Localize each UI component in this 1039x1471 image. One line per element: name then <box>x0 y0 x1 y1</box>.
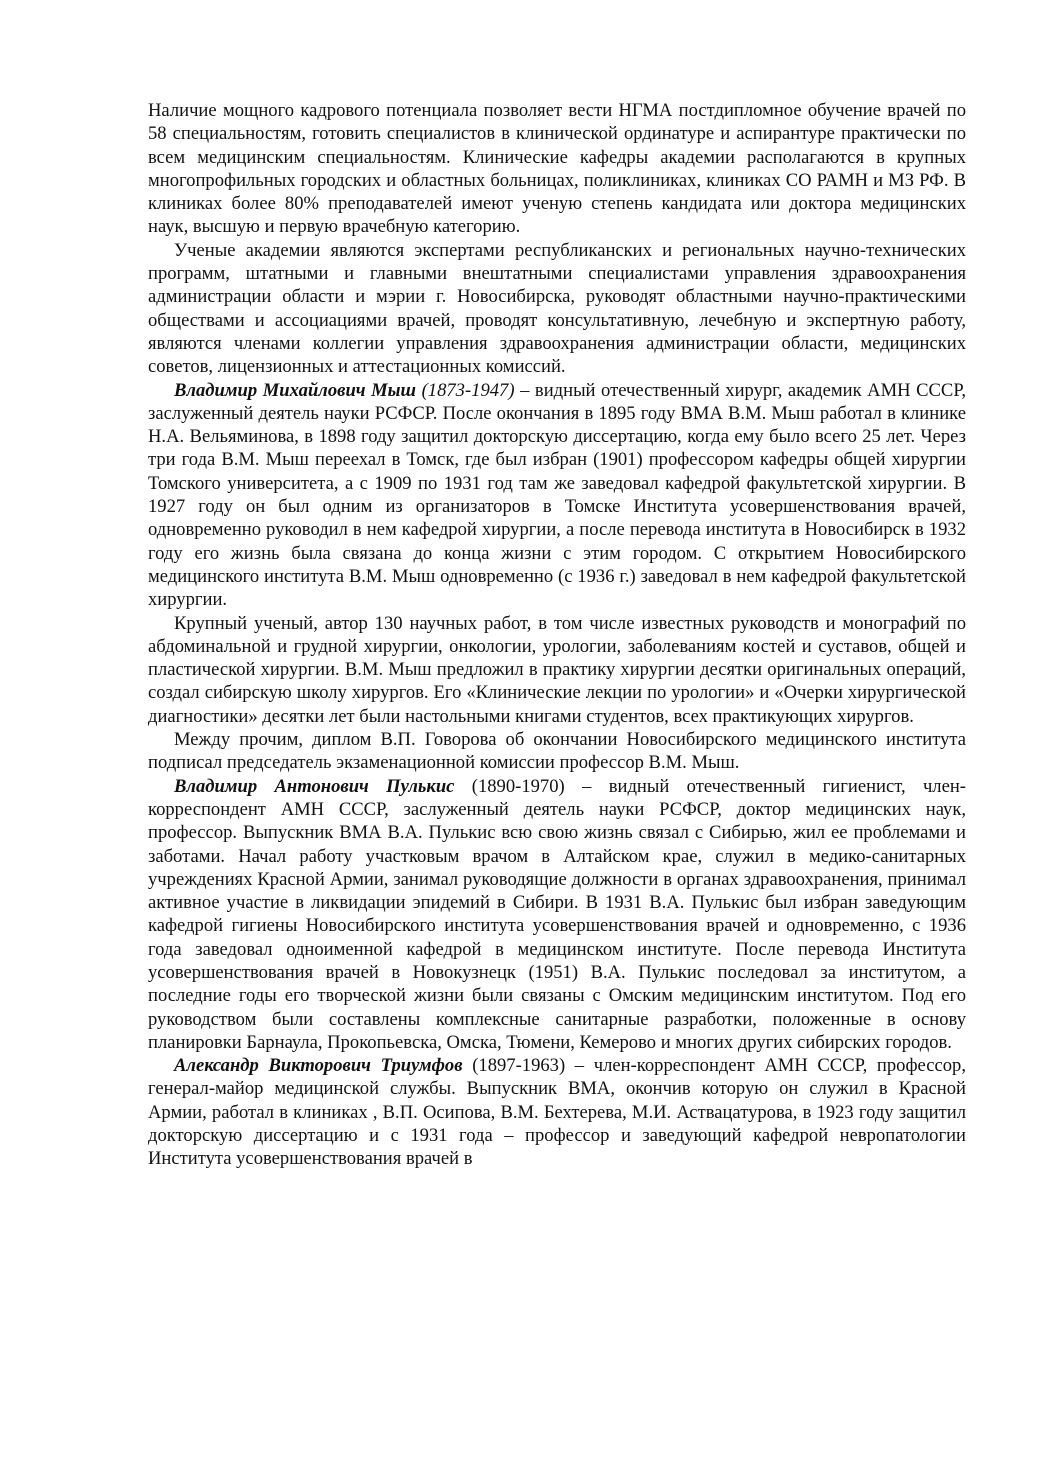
paragraph-govorov-diploma <box>148 728 966 775</box>
paragraph-ngma-training <box>148 99 966 239</box>
paragraph-text: Крупный ученый, автор 130 научных работ, в том числе известных руководств и монографий по абдоминальной и грудной хирургии, онкологии, урологии, заболеваниям костей и суставов, общей и пластической хирургии. В.М. Мыш предложил в практику хирургии десятки оригинальных операций, создал сибирскую школу хирургов. Его «Клинические лекции по урологии» и «Очерки хирургической диагностики» десятки лет были настольными книгами студентов, всех практикующих хирургов. <box>148 612 966 727</box>
paragraph-pulkis-bio <box>148 775 966 1055</box>
paragraph-mysh-works <box>148 612 966 728</box>
paragraph-text: Наличие мощного кадрового потенциала позволяет вести НГМА постдипломное обучение врачей по 58 специальностям, готовить специалистов в клинической ординатуре и аспирантуре практически по всем медицинским специальностям. Клинические кафедры академии располагаются в крупных многопрофильных городских и областных больницах, поликлиниках, клиниках СО РАМН и МЗ РФ. В клиниках более 80% преподавателей имеют ученую степень кандидата или доктора медицинских наук, высшую и первую врачебную категорию. <box>148 100 966 238</box>
paragraph-text: (1897-1963) – член-корреспондент АМН СССР, профессор, генерал-майор медицинской службы. Выпускник ВМА, окончив которую он служил в Красной Армии, работал в клиниках , В.П. Осипова, В.М. Бехтерева, М.И. Аствацатурова, в 1923 году защитил докторскую диссертацию и с 1931 года – профессор и заведующий кафедрой невропатологии Института усовершенствования врачей в <box>148 1055 966 1170</box>
paragraph-academy-scientists <box>148 239 966 379</box>
document-body <box>148 99 966 1171</box>
paragraph-text: (1890-1970) – видный отечественный гигиенист, член-корреспондент АМН СССР, заслуженный деятель науки РСФСР, доктор медицинских наук, профессор. Выпускник ВМА В.А. Пулькис всю свою жизнь связал с Сибирью, жил ее проблемами и заботами. Начал работу участковым врачом в Алтайском крае, служил в медико-санитарных учреждениях Красной Армии, занимал руководящие должности в органах здравоохранения, принимал активное участие в ликвидации эпидемий в Сибири. В 1931 В.А. Пулькис был избран заведующим кафедрой гигиены Новосибирского института усовершенствования врачей и одновременно, с 1936 года заведовал одноименной кафедрой в медицинском институте. После перевода Института усовершенствования врачей в Новокузнецк (1951) В.А. Пулькис последовал за институтом, а последние годы его творческой жизни были связаны с Омским медицинским институтом. Под его руководством были составлены комплексные санитарные разработки, положенные в основу планировки Барнаула, Прокопьевска, Омска, Тюмени, Кемерово и многих других сибирских городов. <box>148 775 966 1053</box>
paragraph-triumfov-bio <box>148 1054 966 1170</box>
person-name: Владимир Михайлович Мыш <box>174 379 417 401</box>
person-years: (1873-1947) <box>421 379 515 401</box>
paragraph-mysh-bio <box>148 379 966 612</box>
person-name: Владимир Антонович Пулькис <box>174 775 455 797</box>
person-name: Александр Викторович Триумфов <box>174 1055 463 1077</box>
paragraph-text: – видный отечественный хирург, академик АМН СССР, заслуженный деятель науки РСФСР. После окончания в 1895 году ВМА В.М. Мыш работал в клинике Н.А. Вельяминова, в 1898 году защитил докторскую диссертацию, когда ему было всего 25 лет. Через три года В.М. Мыш переехал в Томск, где был избран (1901) профессором кафедры общей хирургии Томского университета, а с 1909 по 1931 год там же заведовал кафедрой факультетской хирургии. В 1927 году он был одним из организаторов в Томске Института усовершенствования врачей, одновременно руководил в нем кафедрой хирургии, а после перевода института в Новосибирск в 1932 году его жизнь была связана до конца жизни с этим городом. С открытием Новосибирского медицинского института В.М. Мыш одновременно (с 1936 г.) заведовал в нем кафедрой факультетской хирургии. <box>148 379 966 611</box>
paragraph-text: Ученые академии являются экспертами республиканских и региональных научно-технических программ, штатными и главными внештатными специалистами управления здравоохранения администрации области и мэрии г. Новосибирска, руководят областными научно-практическими обществами и ассоциациями врачей, проводят консультативную, лечебную и экспертную работу, являются членами коллегии управления здравоохранения администрации области, медицинских советов, лицензионных и аттестационных комиссий. <box>148 239 966 378</box>
paragraph-text: Между прочим, диплом В.П. Говорова об окончании Новосибирского медицинского института подписал председатель экзаменационной комиссии профессор В.М. Мыш. <box>148 729 966 774</box>
